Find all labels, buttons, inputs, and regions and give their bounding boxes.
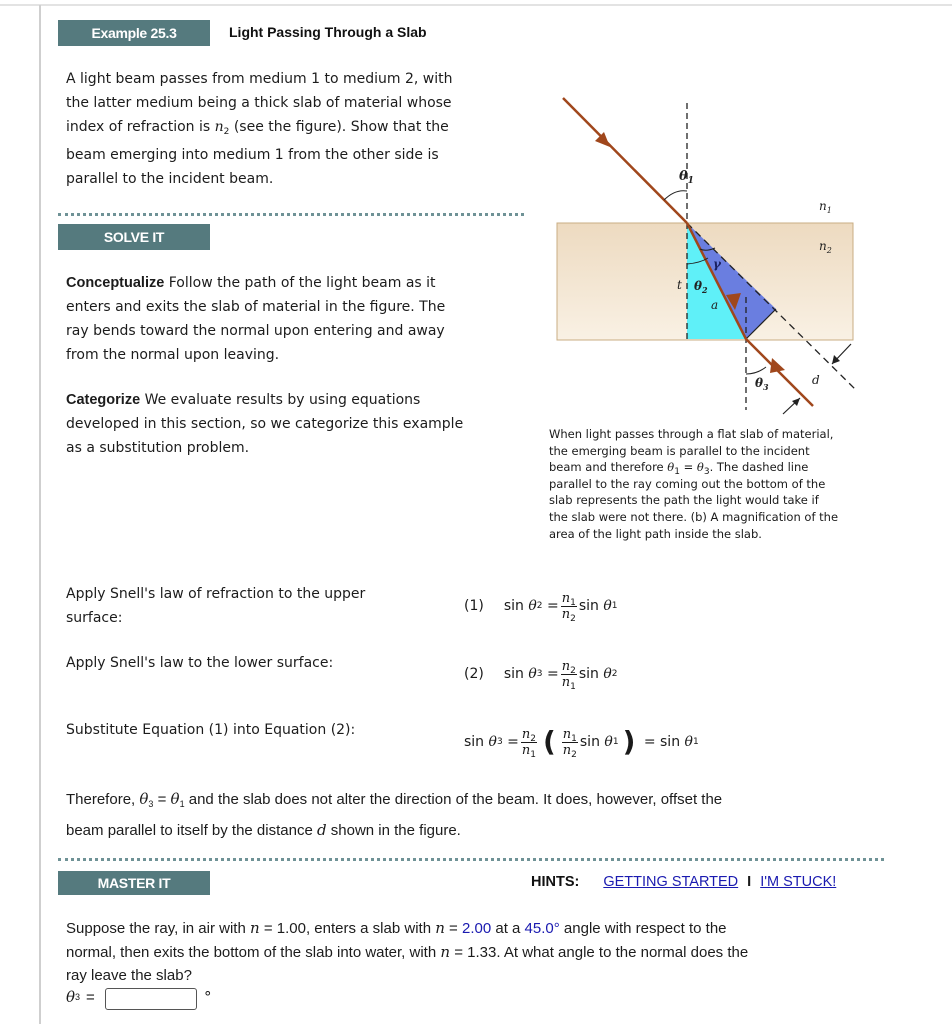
caption-line: the emerging beam is parallel to the incident [549,443,810,458]
sin-text: sin [578,598,599,614]
step-line: Apply Snell's law of refraction to the upper [66,586,366,602]
conceptualize-paragraph [66,271,526,367]
intro-text: (see the figure). Show that the [229,119,449,135]
example-tag [58,20,210,46]
close-paren: ) [622,725,636,758]
para-line [66,271,526,295]
fraction [561,659,577,690]
intro-line: beam emerging into medium 1 from the other side is [66,147,439,163]
question-text: . At what angle to the normal does the [496,943,749,961]
caption-line: slab represents the path the light would take if [549,493,819,508]
getting-started-link[interactable]: GETTING STARTED [603,874,739,890]
theta-symbol: θ [603,598,612,614]
question-line: normal, then exits the bottom of the slab into water, with n = 1.33. At what angle to the normal does the [66,942,749,961]
example-title: Light Passing Through a Slab [229,24,427,40]
caption-text: = [679,460,697,475]
step-line: Apply Snell's law to the lower surface: [66,655,334,671]
conclusion-text: beam parallel to itself by the distance [66,822,317,839]
conclusion-line [66,815,886,846]
question-line: Suppose the ray, in air with n = 1.00, enters a slab with n = 2.00 at a 45.0° angle with respect to the [66,919,727,937]
hints-bar [531,874,836,890]
theta-symbol: θ [170,790,180,808]
intro-paragraph [66,67,526,191]
caption-line: When light passes through a flat slab of material, [549,427,834,441]
sin-text: sin [578,666,599,682]
fraction [562,727,578,758]
subscript: 2 [530,733,536,744]
subscript: 3 [703,467,710,478]
n1-label: $n_1$ [819,199,832,215]
fraction [521,727,537,758]
subscript: 2 [571,749,577,760]
master-it-label: MASTER IT [97,875,171,891]
open-paren: ( [542,725,556,758]
intro-line: A light beam passes from medium 1 to medium 2, with [66,71,453,87]
subscript: 1 [570,597,576,608]
theta2-label: $\theta_2$ [694,279,708,295]
para-line: as a substitution problem. [66,440,250,456]
theta3-label: $\theta_3$ [755,376,769,392]
d-label: d [812,373,820,387]
para-text: Follow the path of the light beam as it [164,275,436,291]
intro-line: parallel to the incident beam. [66,171,274,187]
answer-row: θ 3 = [66,988,95,1006]
conceptualize-label: Conceptualize [66,275,165,291]
subscript: 1 [179,799,185,809]
caption-text: beam and therefore [549,460,668,475]
equation-2: (2) sin θ 3 = $\frac{n_2}{n_1}$ sin θ 2 [464,658,618,692]
example-tag-label: Example 25.3 [91,25,177,41]
para-line: ray bends toward the normal upon entering and away [66,323,445,339]
sin-text: sin [503,666,524,682]
gamma-label: γ [713,257,721,271]
n-variable: n [562,726,572,742]
slab-refraction-figure [540,85,880,420]
d-variable: d [316,821,327,839]
theta3-answer-input[interactable] [105,988,197,1010]
solve-it-label: SOLVE IT [103,229,165,245]
para-line: developed in this section, so we categorize this example [66,416,464,432]
question-text: angle with respect to the [559,920,727,937]
section-divider [58,858,884,861]
equals-sign: = [86,988,95,1006]
categorize-label: Categorize [66,392,141,408]
t-label: t [677,278,682,292]
theta-symbol: θ [684,734,693,750]
ray-arrow-icon [770,358,785,373]
solve-it-tag [58,224,210,250]
subscript: 2 [570,665,576,676]
n-variable: n [561,606,571,622]
section-divider [58,213,524,216]
top-border [0,4,952,6]
theta-symbol: θ [604,734,613,750]
caption-text: . The dashed line [709,460,809,475]
theta-symbol: θ [488,734,497,750]
hints-separator: I [747,874,752,890]
conclusion-paragraph [66,784,886,846]
step-line: surface: [66,610,123,626]
equation-number: (1) [464,598,484,614]
subscript: 1 [571,733,577,744]
degree-unit: ° [204,988,212,1006]
n-water-value: 1.33 [467,943,497,961]
n-variable: n [214,119,224,135]
sin-text: sin [464,734,485,750]
para-text: We evaluate results by using equations [140,392,421,408]
incident-angle-value: 45.0° [524,920,560,937]
theta-symbol: θ [667,460,675,475]
conclusion-text: Therefore, [66,791,140,808]
theta1-label: $\theta_1$ [679,169,694,186]
equation-1: (1) sin θ 2 = $\frac{n_1}{n_2}$ sin θ 1 [464,590,618,624]
n-air-value: 1.00 [276,920,306,937]
conclusion-line: Therefore, $\theta_3 = \theta_1$ and the slab does not alter the direction of the beam. It does, however, offset the [66,790,723,809]
step-3-text [66,718,426,742]
question-text: at a [491,920,525,937]
master-it-tag [58,871,210,895]
conclusion-text: shown in the figure. [326,822,461,839]
conclusion-text: and the slab does not alter the direction of the beam. It does, however, offset the [184,791,723,808]
theta-symbol: θ [528,598,537,614]
question-text: , enters a slab with [305,920,436,937]
left-border [39,5,41,1024]
question-line: ray leave the slab? [66,967,192,984]
intro-line: the latter medium being a thick slab of material whose [66,95,452,111]
categorize-paragraph [66,388,536,460]
step-1-text [66,582,426,630]
sin-text: sin [503,598,524,614]
caption-line: parallel to the ray coming out the bottom of the [549,476,826,491]
n-slab-value: 2.00 [461,920,492,937]
theta-symbol: θ [603,666,612,682]
subscript: 1 [530,749,536,760]
n2-label: $n_2$ [819,239,832,255]
theta-symbol: θ [139,790,149,808]
im-stuck-link[interactable]: I'M STUCK! [760,874,837,890]
intro-text: index of refraction is [66,119,215,135]
para-line [66,388,536,412]
equation-3: sin θ 3 = $\frac{n_2}{n_1}$ ( $\frac{n_1}{n_2}$ sin θ 1 ) = sin θ 1 [464,725,699,760]
caption-line: the slab were not there. (b) A magnification of the [549,509,839,524]
subscript: 1 [570,681,576,692]
subscript: 1 [674,467,680,478]
step-2-text [66,651,426,675]
n-variable: n [561,674,571,690]
equation-number: (2) [464,666,484,682]
n-variable: n [561,590,571,606]
n-variable: n [521,726,531,742]
a-label: a [711,298,719,312]
subscript: 2 [223,127,230,137]
sin-text: sin [579,734,600,750]
n-variable: n [562,742,572,758]
theta3-symbol: θ [66,988,76,1006]
caption-line: area of the light path inside the slab. [549,526,762,541]
fraction [561,591,577,622]
step-line: Substitute Equation (1) into Equation (2): [66,722,356,738]
n-variable: n [521,742,531,758]
caption-line [549,459,879,476]
question-text: normal, then exits the bottom of the slab into water, with [66,943,441,961]
para-line: enters and exits the slab of material in the figure. The [66,299,446,315]
para-line: from the normal upon leaving. [66,347,280,363]
master-it-question [66,917,896,988]
sin-text: sin [660,734,681,750]
subscript: 3 [148,799,154,809]
figure-caption [549,426,879,542]
hints-label: HINTS: [531,874,580,890]
theta-symbol: θ [528,666,537,682]
intro-line [66,115,526,139]
question-text: Suppose the ray, in air with [66,920,250,937]
theta-symbol: θ [696,460,704,475]
incident-ray [563,98,687,223]
n-variable: n [561,658,571,674]
subscript: 2 [570,613,576,624]
